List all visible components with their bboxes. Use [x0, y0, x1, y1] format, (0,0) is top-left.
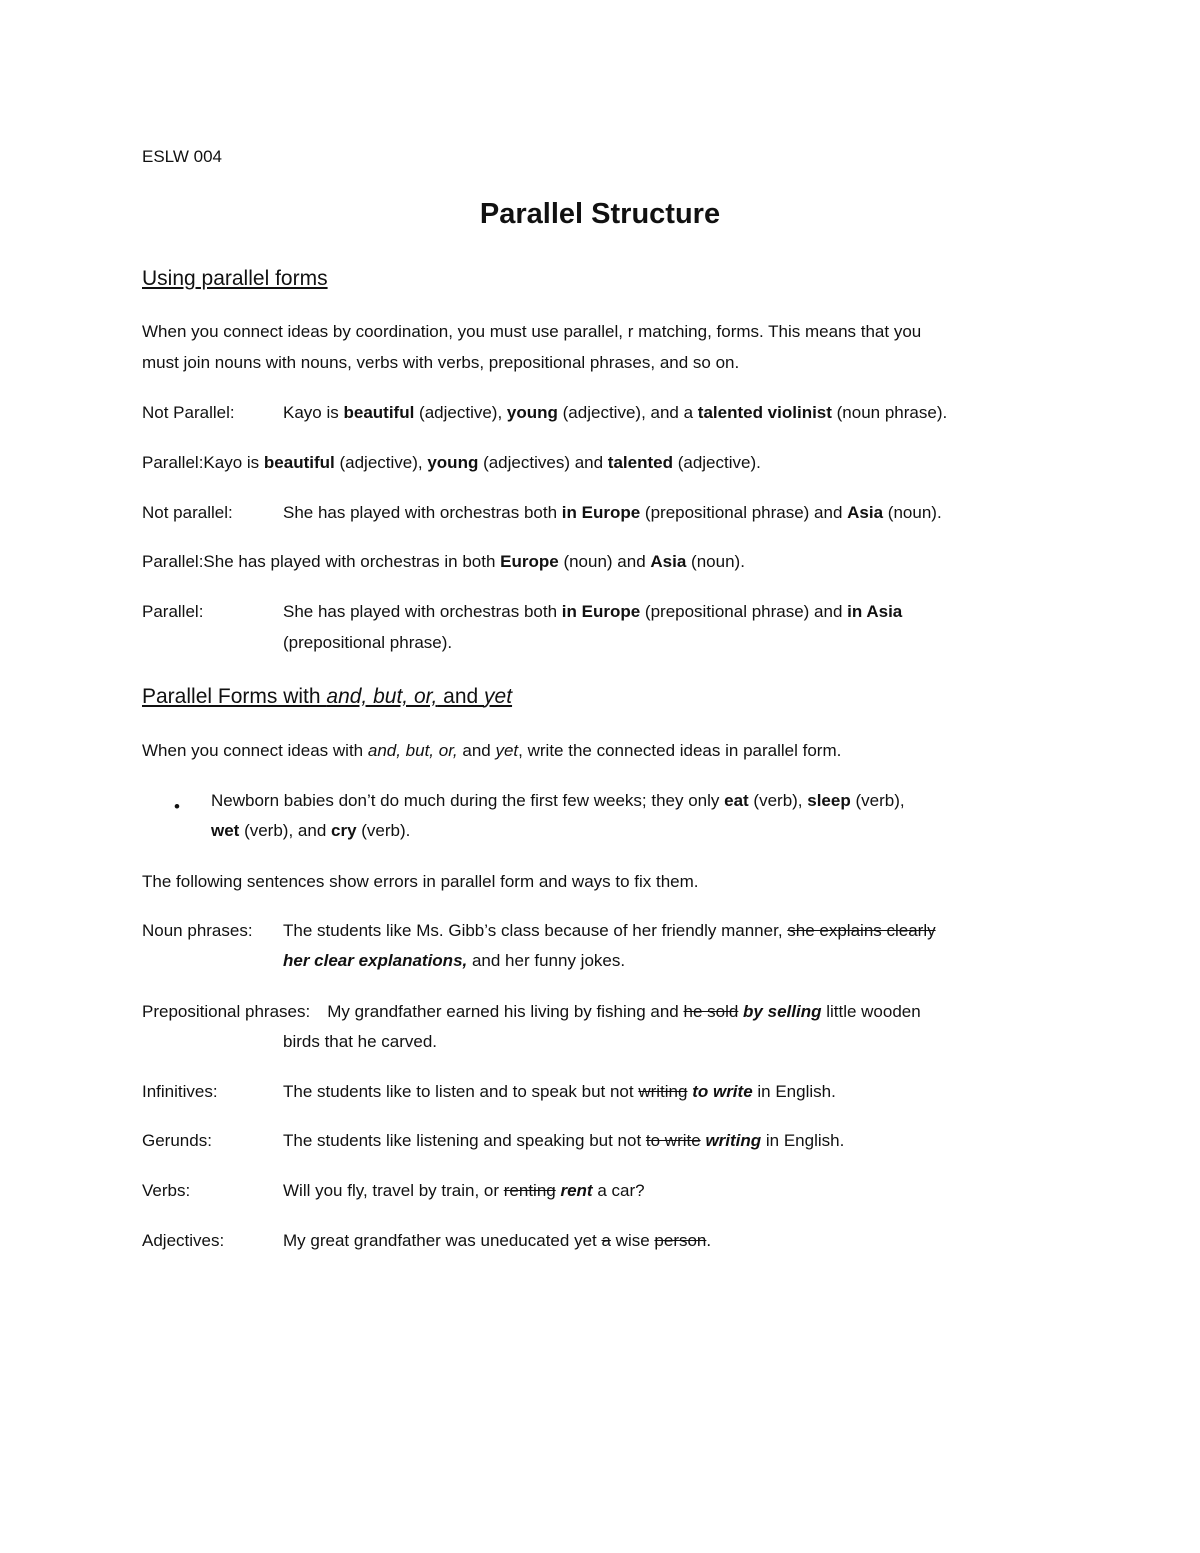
following-sentence: The following sentences show errors in parallel form and ways to fix them.	[142, 872, 699, 891]
example-label: Not parallel:	[142, 503, 233, 522]
row-text: My great grandfather was uneducated yet a wise person.	[283, 1231, 712, 1250]
intro-line-2: must join nouns with nouns, verbs with verbs, prepositional phrases, and so on.	[142, 353, 740, 372]
row-text: The students like listening and speaking but not to write writing in English.	[283, 1131, 845, 1150]
noun-phrases-continued: her clear explanations, and her funny jokes.	[283, 951, 626, 970]
section2-heading: Parallel Forms with and, but, or, and yet	[142, 685, 513, 708]
example-text: She has played with orchestras both in Europe (prepositional phrase) and Asia (noun).	[283, 503, 942, 522]
intro-line-1: When you connect ideas by coordination, you must use parallel, r matching, forms. This means that you	[142, 322, 922, 341]
row-label: Gerunds:	[142, 1131, 212, 1150]
course-code: ESLW 004	[142, 147, 223, 166]
section1-heading: Using parallel forms	[142, 267, 328, 290]
row-text: The students like Ms. Gibb’s class because of her friendly manner, she explains clearly	[283, 921, 936, 940]
row-label: Noun phrases:	[142, 921, 253, 940]
row-label: Infinitives:	[142, 1082, 218, 1101]
row-label: Prepositional phrases:	[142, 1002, 311, 1021]
example-text-continued: (prepositional phrase).	[283, 633, 453, 652]
prep-phrases-row: Prepositional phrases: My grandfather earned his living by fishing and he sold by selling little wooden	[142, 1002, 921, 1021]
bullet-line-1: Newborn babies don’t do much during the first few weeks; they only eat (verb), sleep (verb),	[211, 791, 905, 810]
example-parallel-1: Parallel:Kayo is beautiful (adjective), young (adjectives) and talented (adjective).	[142, 453, 761, 472]
row-text: The students like to listen and to speak but not writing to write in English.	[283, 1082, 836, 1101]
bullet-dot-icon: •	[174, 797, 180, 816]
section2-intro: When you connect ideas with and, but, or, and yet, write the connected ideas in parallel form.	[142, 741, 842, 760]
example-label: Parallel:	[142, 552, 204, 571]
example-label: Parallel:	[142, 453, 204, 472]
row-text: Will you fly, travel by train, or renting rent a car?	[283, 1181, 645, 1200]
row-label: Verbs:	[142, 1181, 191, 1200]
bullet-line-2: wet (verb), and cry (verb).	[211, 821, 411, 840]
example-text: Kayo is beautiful (adjective), young (adjective), and a talented violinist (noun phrase).	[283, 403, 948, 422]
example-text: She has played with orchestras both in Europe (prepositional phrase) and in Asia	[283, 602, 903, 621]
row-label: Adjectives:	[142, 1231, 225, 1250]
example-label: Parallel:	[142, 602, 204, 621]
example-parallel-2: Parallel:She has played with orchestras in both Europe (noun) and Asia (noun).	[142, 552, 745, 571]
example-label: Not Parallel:	[142, 403, 235, 422]
page-title: Parallel Structure	[479, 198, 721, 230]
prep-phrases-continued: birds that he carved.	[283, 1032, 438, 1051]
